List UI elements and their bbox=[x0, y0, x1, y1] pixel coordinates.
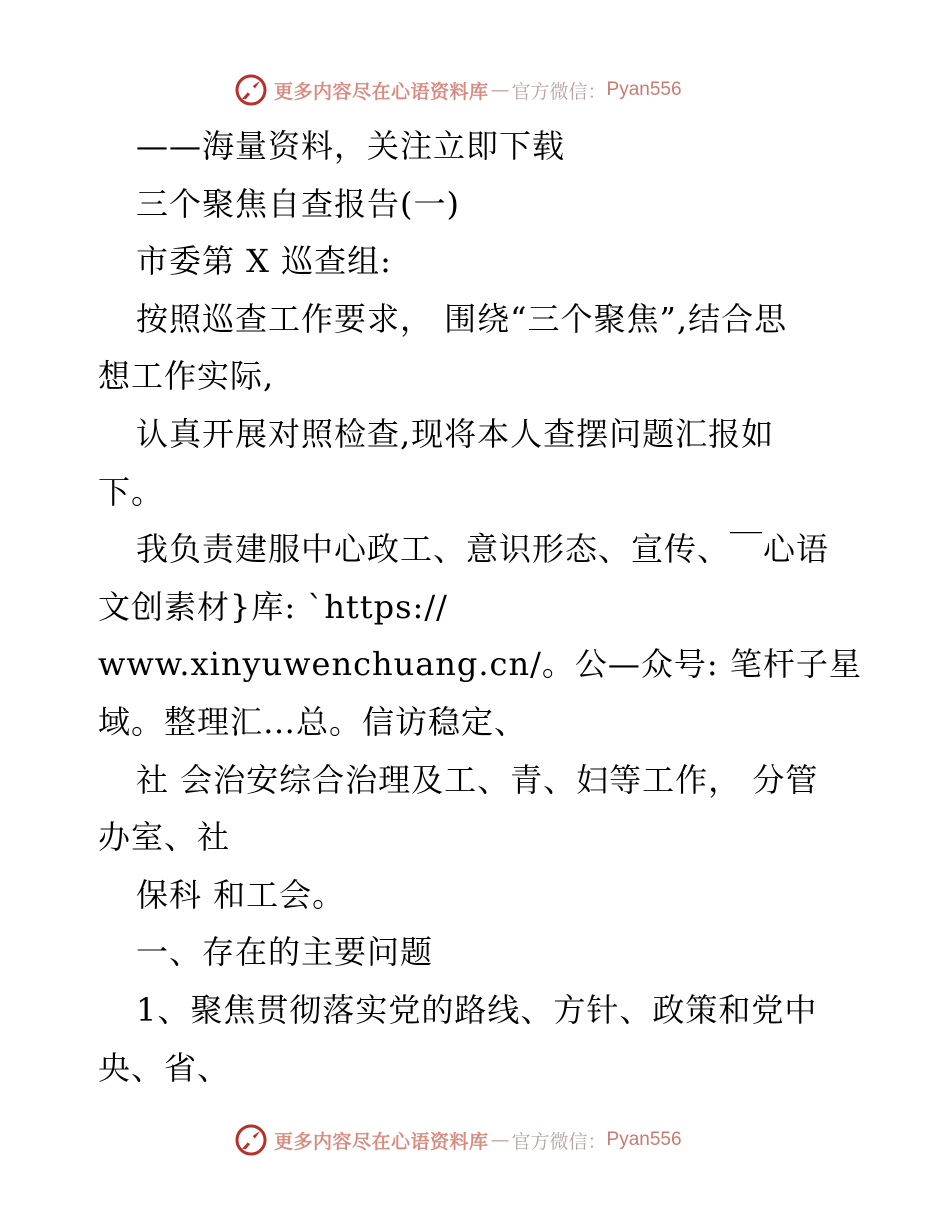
doc-line: 下。 bbox=[98, 472, 165, 511]
header-banner bbox=[234, 70, 682, 110]
doc-line: 文创素材}库: `https:// bbox=[98, 587, 448, 626]
doc-line: 办室、社 bbox=[98, 818, 231, 857]
banner-wechat-id: Pyan556 bbox=[606, 1129, 682, 1150]
doc-line: 市委第 X 巡查组: bbox=[136, 242, 392, 281]
doc-line: 我负责建服中心政工、意识形态、宣传、￣心语 bbox=[136, 530, 830, 569]
doc-line: 域。整理汇…总。信访稳定、 bbox=[98, 702, 528, 741]
doc-line: 认真开展对照检查,现将本人查摆问题汇报如 bbox=[136, 414, 775, 453]
banner-separator: — bbox=[490, 79, 510, 101]
banner-official-label: 官方微信： bbox=[511, 80, 607, 103]
section-heading: 一、存在的主要问题 bbox=[136, 933, 434, 972]
doc-line: 社 会治安综合治理及工、青、妇等工作， 分管 bbox=[136, 760, 819, 799]
doc-title: 三个聚焦自查报告(一) bbox=[136, 184, 460, 223]
banner-site-text: 更多内容尽在心语资料库 bbox=[274, 1130, 489, 1153]
doc-line: www.xinyuwenchuang.cn/。公—众号: 笔杆子星 bbox=[98, 645, 862, 684]
doc-line: 保科 和工会。 bbox=[136, 875, 346, 914]
doc-line: 按照巡查工作要求， 围绕“三个聚焦”,结合思 bbox=[136, 299, 788, 338]
doc-line: 想工作实际, bbox=[98, 357, 275, 396]
quill-logo-icon bbox=[234, 1123, 268, 1157]
doc-line: ——海量资料，关注立即下载 bbox=[136, 127, 566, 165]
quill-logo-icon bbox=[234, 73, 268, 107]
doc-line: 1、聚焦贯彻落实党的路线、方针、政策和党中 bbox=[136, 990, 818, 1029]
banner-wechat-id: Pyan556 bbox=[606, 79, 682, 100]
banner-site-text: 更多内容尽在心语资料库 bbox=[274, 80, 489, 103]
footer-banner bbox=[234, 1120, 682, 1160]
banner-official-label: 官方微信： bbox=[511, 1130, 607, 1153]
doc-line: 央、省、 bbox=[98, 1048, 231, 1087]
banner-separator: — bbox=[490, 1129, 510, 1151]
document-body bbox=[98, 118, 862, 1097]
